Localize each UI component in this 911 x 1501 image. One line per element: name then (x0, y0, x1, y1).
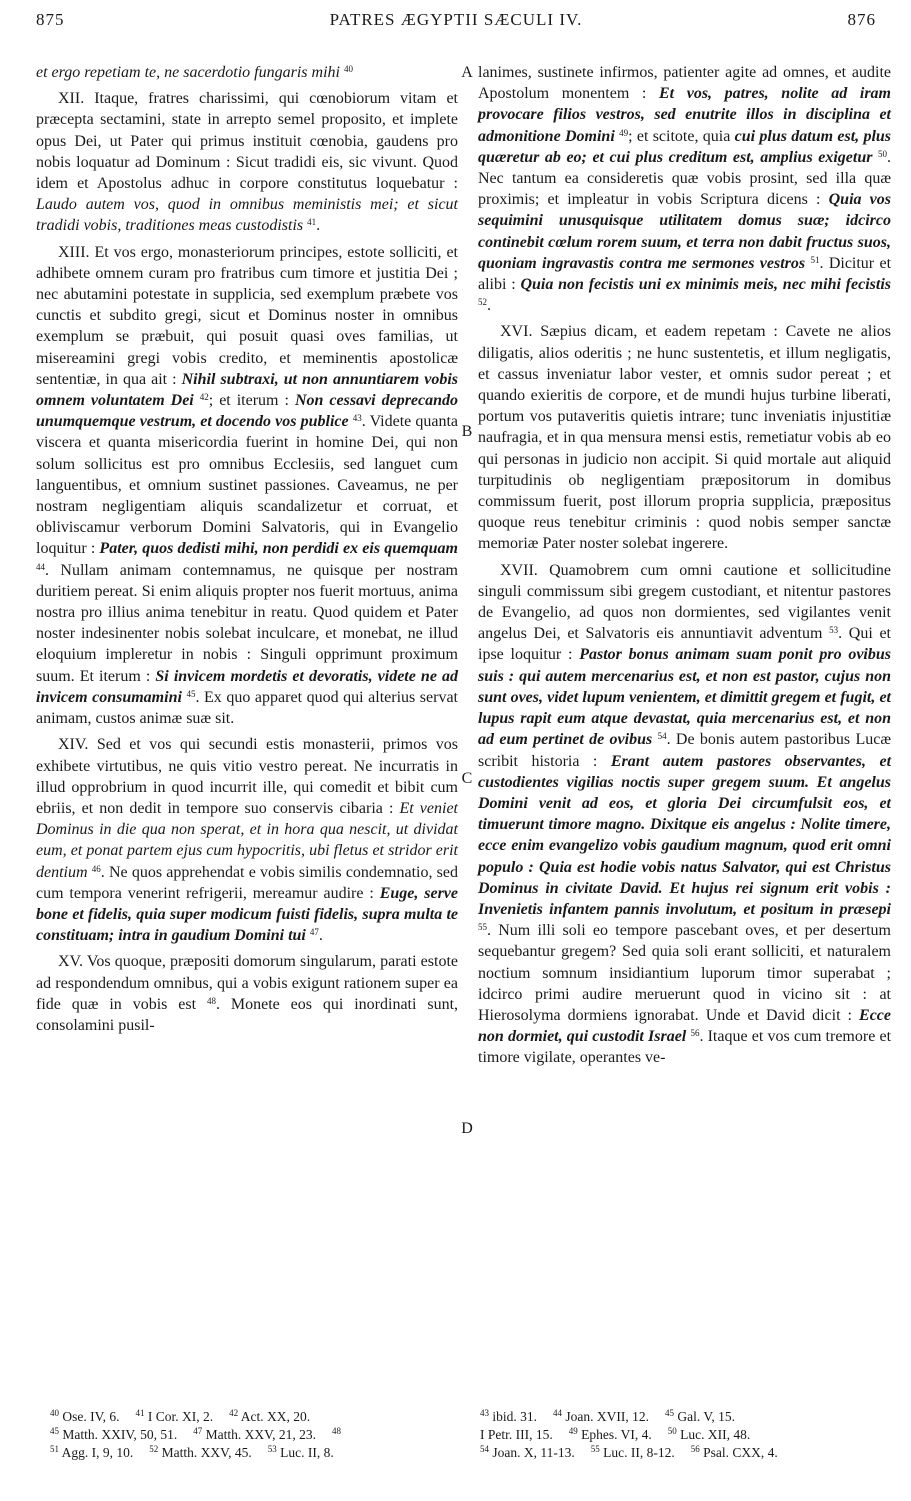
footnote-ref: 44 (36, 561, 45, 572)
footnote-number: 47 (193, 1426, 203, 1436)
footnote-number: 41 (135, 1408, 145, 1418)
footnote-citation: Agg. I, 9, 10. (61, 1445, 134, 1460)
footnote-ref: 40 (343, 64, 353, 74)
footnote-ref: 43 (352, 413, 362, 424)
footnote-ref: 46 (91, 863, 101, 874)
paragraph-text: ; et iterum : (208, 392, 289, 410)
footnote-citation: Matth. XXV, 21, 23. (205, 1427, 317, 1442)
footnote-entry (50, 1427, 177, 1442)
footnote-entry (136, 1409, 214, 1424)
quotation: Pater, quos dedisti mihi, non perdidi ex eis quemquam (99, 540, 459, 558)
section-number: XIV. (58, 736, 89, 754)
paragraph-text: lanimes, sustinete infirmos, patienter agite ad omnes, et audite Apostolum monentem : (478, 64, 891, 103)
running-title: PATRES ÆGYPTII SÆCULI IV. (329, 10, 583, 29)
footnote-citation: I Cor. XI, 2. (147, 1409, 214, 1424)
quotation: cui plus datum est, plus quæretur ab eo; et cui plus creditum est, amplius exigetur (478, 127, 892, 166)
footnote-line (480, 1426, 895, 1444)
section-number: XVII. (500, 561, 538, 579)
footnote-entry (50, 1445, 133, 1460)
paragraph-text: Quamobrem cum omni cautione et sollicitudine singuli commissum sibi gregem custodiant, et nitentur pastores de Evangelio, ad quos non dormientes, sed vigilantes venit angelus Dei, et Salvatoris eis annuntiavit adventum (478, 561, 891, 643)
footnote-ref: 41 (307, 217, 317, 228)
paragraph-text: Vos quoque, præpositi domorum singularum, parati estote ad respondendum omnibus, qui a vobis exigunt rationem super ea fide quæ in vobis est (36, 953, 458, 1013)
margin-marker-d: D (461, 1120, 473, 1137)
footnote-number: 53 (267, 1444, 277, 1454)
footnote-entry (665, 1409, 735, 1424)
footnote-citation: Ephes. VI, 4. (581, 1427, 652, 1442)
footnote-entry (480, 1427, 553, 1442)
footnote-number: 42 (229, 1408, 239, 1418)
footnote-number: 44 (553, 1408, 563, 1418)
section-number: XVI. (500, 323, 533, 341)
paragraph-text: . Num illi soli eo tempore pascebant oves, et per desertum sequebantur gregem? Sed quia soli erant solliciti, et naturalem noctium somnum insidiantium luporum timor superabat ; idcirco primi audire meruerunt quod in vicino sit : at Hierosolyma dormiens ignorabat. Unde et David dicit : (478, 922, 891, 1024)
footnote-entry (193, 1427, 316, 1442)
quotation: Ecce non dormiet, qui custodit Israel (478, 1006, 891, 1046)
footnote-number: 50 (667, 1426, 677, 1436)
paragraph-text: Et vos ergo, monasteriorum principes, estote solliciti, et adhibete omnem curam pro fratribus cum timore et justitia Dei ; nec abutamini potestate in supplicia, sed exemplum præbete vos cunctis et subdito gregi, sicut et Dominus noster in omnibus exemplum se præbuit, qui posuit quasi oves familias, ut misereamini gregi vobis credito, et meminentis apostolicæ sententiæ, in qua ait : (36, 243, 459, 388)
footnote-citation: Luc. II, 8. (280, 1445, 334, 1460)
quotation: Quia non fecistis uni ex minimis meis, nec mihi fecistis (520, 276, 892, 294)
footnote-ref: 56 (690, 1028, 700, 1039)
margin-marker-c: C (461, 770, 473, 787)
footnote-entry (691, 1445, 778, 1460)
footnote-citation: Luc. XII, 48. (680, 1427, 751, 1442)
paragraph-xiv: XIV. Sed et vos qui secundi estis monasterii, primos vos exhibete virtutibus, ne quis vitio vestro pereat. Ne incurratis in illud opprobrium in quod incurrit ille, qui comedit et bibit cum ebriis, et non dedit in tempore suo conservis cibaria : Et veniet Dominus in die qua non sperat, et in hora qua nescit, ut dividat eum, et ponat partem ejus cum hypocritis, ubi fletus et stridor erit dentium $^{46}$. Ne quos apprehendat e vobis similis condemnatio, sed cum tempora venerint refrigerii, mereamur audire : Euge, serve bone et fidelis, quia super modicum fuisti fidelis, supra multa te constituam; intra in gaudium Domini tui $^{47}$. (36, 736, 459, 945)
paragraph-xiii (36, 242, 458, 730)
footnote-line (50, 1426, 460, 1444)
quotation: Laudo autem vos, quod in omnibus meministis mei; et sicut tradidi vobis, traditiones meas custodistis (36, 196, 458, 235)
footnotes-right (480, 1408, 895, 1462)
footnote-ref: 53 (829, 625, 839, 636)
paragraph-text: . Monete eos qui inordinati sunt, consolamini pusil- (36, 995, 459, 1034)
footnote-ref: 52 (478, 297, 487, 308)
paragraph-text: . Ex quo apparet quod qui alterius servat animam, custos animæ suæ sit. (36, 688, 458, 728)
footnote-entry (668, 1427, 750, 1442)
footnote-citation: Gal. V, 15. (677, 1409, 736, 1424)
footnote-number: 40 (50, 1408, 59, 1418)
footnote-number: 49 (568, 1426, 578, 1436)
page-number-left: 875 (36, 10, 65, 29)
paragraph-text: . Dicitur et alibi : (478, 254, 892, 294)
margin-marker-b: B (461, 423, 473, 440)
paragraph-text: . Itaque et vos cum tremore et timore vigilate, operantes ve- (478, 1028, 892, 1067)
quotation: Pastor bonus animam suam ponit pro ovibus suis : qui autem mercenarius est, et non est pastor, cujus non sunt oves, videt lupum venientem, et dimittit gregem et fugit, et lupus rapit eum atque devastat, quia mercenarius est, et non ad eum pertinet de ovibus (478, 646, 892, 749)
paragraph-text: . Qui et ipse loquitur : (478, 625, 892, 664)
footnote-citation: Act. XX, 20. (240, 1409, 311, 1424)
paragraph-text: . Videte quanta viscera et quanta misericordia fuerint in homine Dei, qui non solum sollicitus est pro omnibus Ecclesiis, sed languet cum languentibus, et omnium sustinet passiones. Caveamus, ne per nostram negligentiam aliquis scandalizetur et corruat, et obliviscamur verborum Domini Salvatoris, qui in Evangelio loquitur : (36, 413, 459, 558)
footnote-citation: Joan. XVII, 12. (565, 1409, 650, 1424)
footnote-line (50, 1408, 460, 1426)
footnote-number: 48 (332, 1426, 342, 1436)
quotation: Non cessavi deprecando unumquemque vestrum, et docendo vos publice (36, 392, 459, 431)
footnote-ref: 50 (878, 148, 888, 159)
footnote-number: 56 (690, 1444, 700, 1454)
paragraph-text: . De bonis autem pastoribus Lucæ scribit historia : (478, 731, 891, 770)
footnote-ref: 49 (619, 127, 629, 138)
section-number: XIII. (58, 243, 90, 261)
quotation: Euge, serve bone et fidelis, quia super modicum fuisti fidelis, supra multa te constituam; intra in gaudium Domini tui (36, 884, 459, 945)
paragraph-text: Sed et vos qui secundi estis monasterii, primos vos exhibete virtutibus, ne quis vitio vestro pereat. Ne incurratis in illud opprobrium in quod incurrit ille, qui comedit et bibit cum ebriis, et non dedit in tempore suo conservis cibaria : (36, 736, 459, 817)
quotation: Erant autem pastores observantes, et custodientes vigilias noctis super gregem suum. Et angelus Domini venit ad eos, et gloria Dei circumfulsit eos, et timuerunt timore magno. Dixitque eis angelus : Nolite timere, ecce enim evangelizo vobis gaudium magnum, quod erit omni populo : Quia est hodie vobis natus Salvator, qui est Christus Dominus in civitate David. Et hujus rei signum erit vobis : Invenietis infantem pannis involutum, et positum in præsepi (478, 752, 892, 918)
footnote-entry (149, 1445, 252, 1460)
section-number: XV. (58, 953, 84, 971)
footnote-number: 43 (480, 1408, 489, 1418)
footnote-number: 54 (480, 1444, 489, 1454)
left-column (36, 62, 458, 1041)
footnote-entry (480, 1445, 575, 1460)
footnote-ref: 47 (309, 927, 319, 938)
footnote-entry (553, 1409, 649, 1424)
footnote-line (50, 1444, 460, 1462)
footnote-number: 45 (665, 1408, 675, 1418)
footnote-citation: I Petr. III, 15. (480, 1427, 553, 1442)
quotation: Et veniet Dominus in die qua non sperat, et in hora qua nescit, ut dividat eum, et ponat partem ejus cum hypocritis, ubi fletus et stridor erit dentium (36, 799, 459, 881)
quotation: Nihil subtraxi, ut non annuntiarem vobis omnem voluntatem Dei (36, 370, 459, 410)
right-column (478, 62, 891, 1074)
footnote-entry (229, 1409, 310, 1424)
footnote-line (480, 1444, 895, 1462)
quotation: Et vos, patres, nolite ad iram provocare filios vestros, sed enutrite illos in disciplina et admonitione Domini (478, 85, 891, 145)
paragraph-xv (36, 951, 458, 1036)
paragraph-xvi (478, 321, 891, 554)
page-header (36, 10, 876, 40)
footnote-citation: Luc. II, 8-12. (603, 1445, 675, 1460)
footnote-ref: 42 (199, 392, 209, 403)
paragraph-xii: XII. Itaque, fratres charissimi, qui cœnobiorum vitam et præcepta sectamini, state in arrepto semel proposito, et implete opus Dei, ut Pater qui primus instituit cœnobia, gaudens pro nobis loquatur ad Dominum : Sicut tradidi eis, sic vivunt. Quod idem et Apostolus adhuc in corpore constitutus loquebatur : Laudo autem vos, quod in omnibus meministis mei; et sicut tradidi vobis, traditiones meas custodistis $^{41}$. (36, 90, 459, 235)
footnote-entry (591, 1445, 675, 1460)
paragraph-text: Itaque, fratres charissimi, qui cœnobiorum vitam et præcepta sectamini, state in arrepto semel proposito, et implete opus Dei, ut Pater qui primus instituit cœnobia, gaudens pro nobis loquatur ad Dominum : Sicut tradidi eis, sic vivunt. Quod idem et Apostolus adhuc in corpore constitutus loquebatur : (36, 90, 459, 193)
paragraph-continuation: lanimes, sustinete infirmos, patienter agite ad omnes, et audite Apostolum monentem : Et vos, patres, nolite ad iram provocare filios vestros, sed enutrite illos in disciplina et admonitione Domini $^{49}$; et scitote, quia cui plus datum est, plus quæretur ab eo; et cui plus creditum est, amplius exigetur $^{50}$. Nec tantum ea consideretis quæ vobis prosint, sed illa quæ proximis; et impleatur in vobis Scriptura dicens : Quia vos sequimini unusquisque utilitatem domus suæ; idcirco continebit cœlum rorem suum, et terra non dabit fructus suos, quoniam ingravastis contra me sermones vestros $^{51}$. Dicitur et alibi : Quia non fecistis uni ex minimis meis, nec mihi fecistis $^{52}$. (478, 64, 892, 315)
footnote-ref: 54 (657, 731, 667, 742)
paragraph-xvii (478, 560, 891, 1069)
footnote-entry (480, 1409, 537, 1424)
footnote-line (480, 1408, 895, 1426)
paragraph-text: . Nullam animam contemnamus, ne quisque per nostram duritiem pereat. Si enim aliquis propter nos fuerit mortuus, anima nostra pro illius anima tenebitur in reatu. Quod quidem et Pater noster indesinenter nobis solebat inculcare, et monebat, ne illud eloquium impleretur in nobis : Singuli opprimunt proximum suum. Et iterum : (36, 561, 458, 685)
footnote-citation: Joan. X, 11-13. (492, 1445, 575, 1460)
paragraph-continuation (36, 62, 458, 83)
footnote-citation: Matth. XXIV, 50, 51. (62, 1427, 178, 1442)
margin-marker-a: A (461, 64, 473, 81)
footnote-ref: 45 (186, 688, 196, 699)
paragraph-text: . Ne quos apprehendat e vobis similis condemnatio, sed cum tempora venerint refrigerii, mereamur audire : (36, 863, 458, 902)
footnote-citation: ibid. 31. (492, 1409, 538, 1424)
section-number: XII. (58, 90, 85, 108)
paragraph-text: ; et scitote, quia (628, 127, 731, 145)
footnote-citation: Ose. IV, 6. (62, 1409, 120, 1424)
footnote-entry (332, 1427, 341, 1442)
quotation: et ergo repetiam te, ne sacerdotio fungaris mihi (36, 64, 340, 81)
footnote-number: 52 (149, 1444, 159, 1454)
paragraph-text: Sæpius dicam, et eadem repetam : Cavete ne alios diligatis, alios oderitis ; ne hunc sustentetis, et illum negligatis, et cassus inveniatur labor vester, et omnis sudor pereat ; et quando exieritis de corpore, et de mundi hujus turbine liberati, portum vos putaveritis quietis intrare; tunc inveniatis injustitiæ naufragia, et in qua mensura mensi estis, remetiatur vobis ab eo qui personas in judicio non accipit. Si quid mortale aut aliquid turpitudinis ob negligentiam præpositorum in domibus commissum fuerit, post illorum propria supplicia, præpositus quoque reus tenebitur criminis : quod nobis semper sanctæ memoriæ Pater noster solebat ingerere. (478, 323, 892, 553)
footnote-entry (569, 1427, 652, 1442)
quotation: Quia vos sequimini unusquisque utilitatem domus suæ; idcirco continebit cœlum rorem suum, et terra non dabit fructus suos, quoniam ingravastis contra me sermones vestros (478, 191, 892, 272)
footnote-entry (50, 1409, 120, 1424)
footnote-entry (268, 1445, 334, 1460)
quotation: Si invicem mordetis et devoratis, videte ne ad invicem consumamini (36, 667, 458, 706)
footnote-number: 45 (50, 1426, 59, 1436)
footnote-ref: 55 (478, 922, 487, 933)
footnote-citation: Psal. CXX, 4. (703, 1445, 778, 1460)
footnote-number: 51 (50, 1444, 59, 1454)
footnote-citation: Matth. XXV, 45. (161, 1445, 252, 1460)
footnote-ref: 51 (810, 254, 820, 265)
footnote-ref: 48 (206, 995, 216, 1006)
footnote-number: 55 (590, 1444, 600, 1454)
page-number-right: 876 (847, 10, 876, 29)
paragraph-text: . Nec tantum ea consideretis quæ vobis prosint, sed illa quæ proximis; et impleatur in vobis Scriptura dicens : (478, 148, 892, 209)
footnotes-left (50, 1408, 460, 1462)
